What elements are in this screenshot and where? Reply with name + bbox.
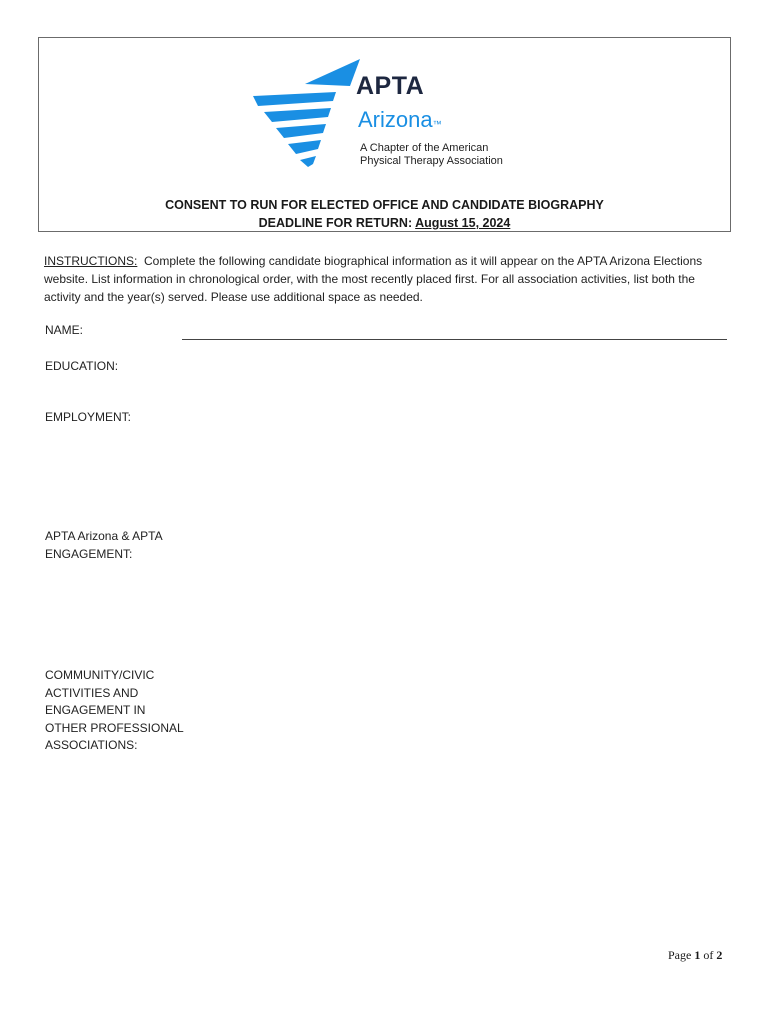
logo-tagline <box>360 142 503 168</box>
employment-label: EMPLOYMENT: <box>45 410 132 424</box>
logo-subtitle-text: Arizona <box>358 107 433 132</box>
tagline-line-1: A Chapter of the American <box>360 142 489 154</box>
instructions-label: INSTRUCTIONS: <box>44 254 138 268</box>
engagement-label <box>45 528 185 563</box>
community-label-line-1: COMMUNITY/CIVIC <box>45 668 155 682</box>
apta-arizona-logo <box>250 56 530 172</box>
tagline-line-2: Physical Therapy Association <box>360 155 503 167</box>
page-total: 2 <box>716 948 723 962</box>
instructions-block <box>44 252 734 306</box>
community-label-line-4: OTHER PROFESSIONAL <box>45 720 184 735</box>
instructions-text: Complete the following candidate biographical information as it will appear on the APTA Arizona Elections website. List information in chronological order, with the most recently placed first. For all association activities, list both the activity and the year(s) served. Please use additional space as needed. <box>44 254 703 304</box>
form-title <box>38 196 731 232</box>
deadline-line <box>38 214 731 232</box>
page-number <box>668 948 722 963</box>
deadline-date: August 15, 2024 <box>415 216 511 230</box>
page-of: of <box>703 948 714 962</box>
community-label-line-3: ENGAGEMENT IN <box>45 703 146 717</box>
logo-title: APTA <box>356 72 425 100</box>
education-label: EDUCATION: <box>45 359 119 373</box>
page-word: Page <box>668 948 692 962</box>
engagement-label-line-2: ENGAGEMENT: <box>45 546 133 561</box>
logo-stripes-icon <box>250 56 360 168</box>
page-current: 1 <box>694 948 701 962</box>
form-title-line: CONSENT TO RUN FOR ELECTED OFFICE AND CANDIDATE BIOGRAPHY <box>165 198 604 212</box>
name-input-line[interactable] <box>182 339 727 340</box>
community-label <box>45 667 185 755</box>
community-label-line-2: ACTIVITIES AND <box>45 685 139 700</box>
logo-subtitle <box>358 109 442 131</box>
engagement-label-line-1: APTA Arizona & APTA <box>45 529 163 543</box>
trademark-mark: ™ <box>432 119 442 129</box>
community-label-line-5: ASSOCIATIONS: <box>45 738 138 752</box>
name-label: NAME: <box>45 323 84 337</box>
deadline-label: DEADLINE FOR RETURN: <box>258 216 413 230</box>
